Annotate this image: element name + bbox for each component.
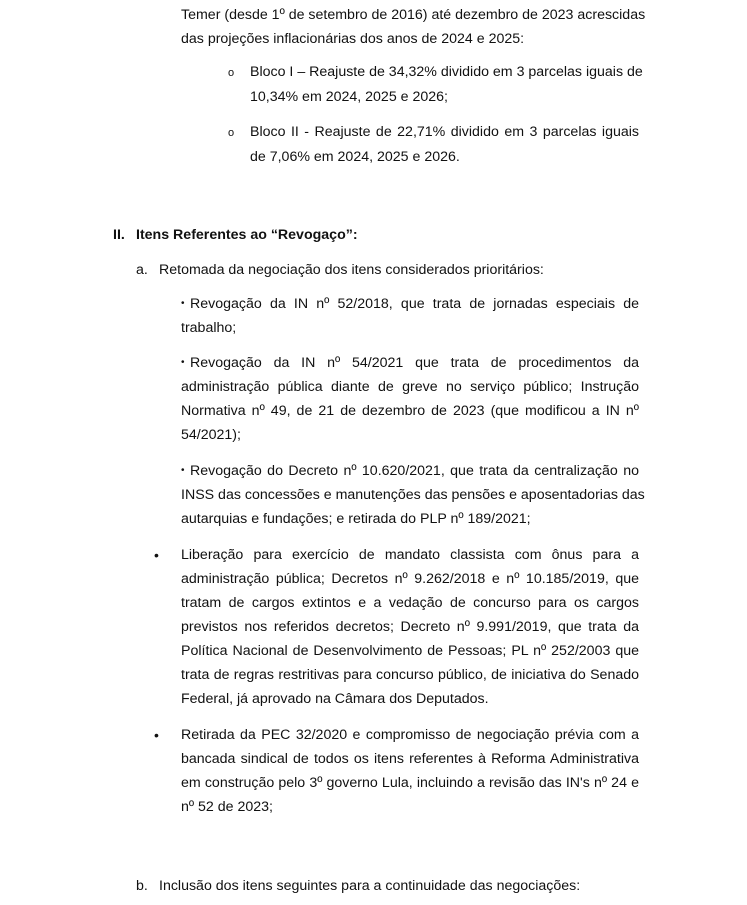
bullet-1-line-2: administração pública; Decretos nº 9.262/2018 e nº 10.185/2019, que	[181, 571, 639, 587]
intro-line-2: das projeções inflacionárias dos anos de 2024 e 2025:	[181, 31, 525, 47]
sub-item-2-line-2: administração pública diante de greve no serviço público; Instrução	[181, 379, 639, 395]
bullet-icon: •	[154, 547, 159, 563]
bullet-2-line-3: em construção pelo 3º governo Lula, incluindo a revisão das IN's nº 24 e	[181, 775, 639, 791]
bullet-1-line-1: Liberação para exercício de mandato classista com ônus para a	[181, 547, 639, 563]
circle-bullet-icon: o	[228, 127, 235, 139]
sub-item-2-line-3: Normativa nº 49, de 21 de dezembro de 2023 (que modificou a IN nº	[181, 403, 639, 419]
sub-item-3-line-2: INSS das concessões e manutenções das pensões e aposentadorias das	[181, 487, 645, 503]
sub-item-1-line-1: Revogação da IN nº 52/2018, que trata de jornadas especiais de	[190, 296, 639, 312]
sub-item-3-line-1: Revogação do Decreto nº 10.620/2021, que trata da centralização no	[190, 463, 639, 479]
sub-item-2-line-4: 54/2021);	[181, 427, 241, 443]
intro-line-1: Temer (desde 1º de setembro de 2016) até dezembro de 2023 acrescidas	[181, 7, 646, 23]
bullet-1-line-7: Federal, já aprovado na Câmara dos Deputados.	[181, 691, 489, 707]
bullet-2-line-1: Retirada da PEC 32/2020 e compromisso de negociação prévia com a	[181, 727, 639, 743]
circle-bullet-icon: o	[228, 67, 235, 79]
bullet-icon: •	[181, 298, 185, 309]
bloco-1-line-2: 10,34% em 2024, 2025 e 2026;	[250, 89, 448, 105]
bullet-2-line-2: bancada sindical de todos os itens referentes à Reforma Administrativa	[181, 751, 639, 767]
item-b-letter: b.	[136, 878, 148, 894]
bullet-1-line-5: Política Nacional de Desenvolvimento de Pessoas; PL nº 252/2003 que	[181, 643, 639, 659]
sub-item-2-line-1: Revogação da IN nº 54/2021 que trata de procedimentos da	[190, 355, 639, 371]
sub-item-1-line-2: trabalho;	[181, 320, 237, 336]
sub-item-3-line-3: autarquias e fundações; e retirada do PLP nº 189/2021;	[181, 511, 531, 527]
bullet-1-line-6: trata de regras restritivas para concurso público, de iniciativa do Senado	[181, 667, 639, 683]
bullet-1-line-3: tratam de cargos extintos e a vedação de concurso para os cargos	[181, 595, 639, 611]
bullet-icon: •	[181, 465, 185, 476]
section-title: Itens Referentes ao “Revogaço”:	[136, 227, 358, 243]
bloco-2-line-1: Bloco II - Reajuste de 22,71% dividido em 3 parcelas iguais	[250, 124, 639, 140]
bullet-icon: •	[154, 727, 159, 743]
item-b-text: Inclusão dos itens seguintes para a continuidade das negociações:	[159, 878, 581, 894]
bloco-2-line-2: de 7,06% em 2024, 2025 e 2026.	[250, 149, 460, 165]
bullet-2-line-4: nº 52 de 2023;	[181, 799, 273, 815]
bullet-icon: •	[181, 357, 185, 368]
bullet-1-line-4: previstos nos referidos decretos; Decreto nº 9.991/2019, que trata da	[181, 619, 639, 635]
section-number: II.	[113, 227, 125, 243]
bloco-1-line-1: Bloco I – Reajuste de 34,32% dividido em 3 parcelas iguais de	[250, 64, 643, 80]
item-a-text: Retomada da negociação dos itens considerados prioritários:	[159, 262, 544, 278]
item-a-letter: a.	[136, 262, 148, 278]
